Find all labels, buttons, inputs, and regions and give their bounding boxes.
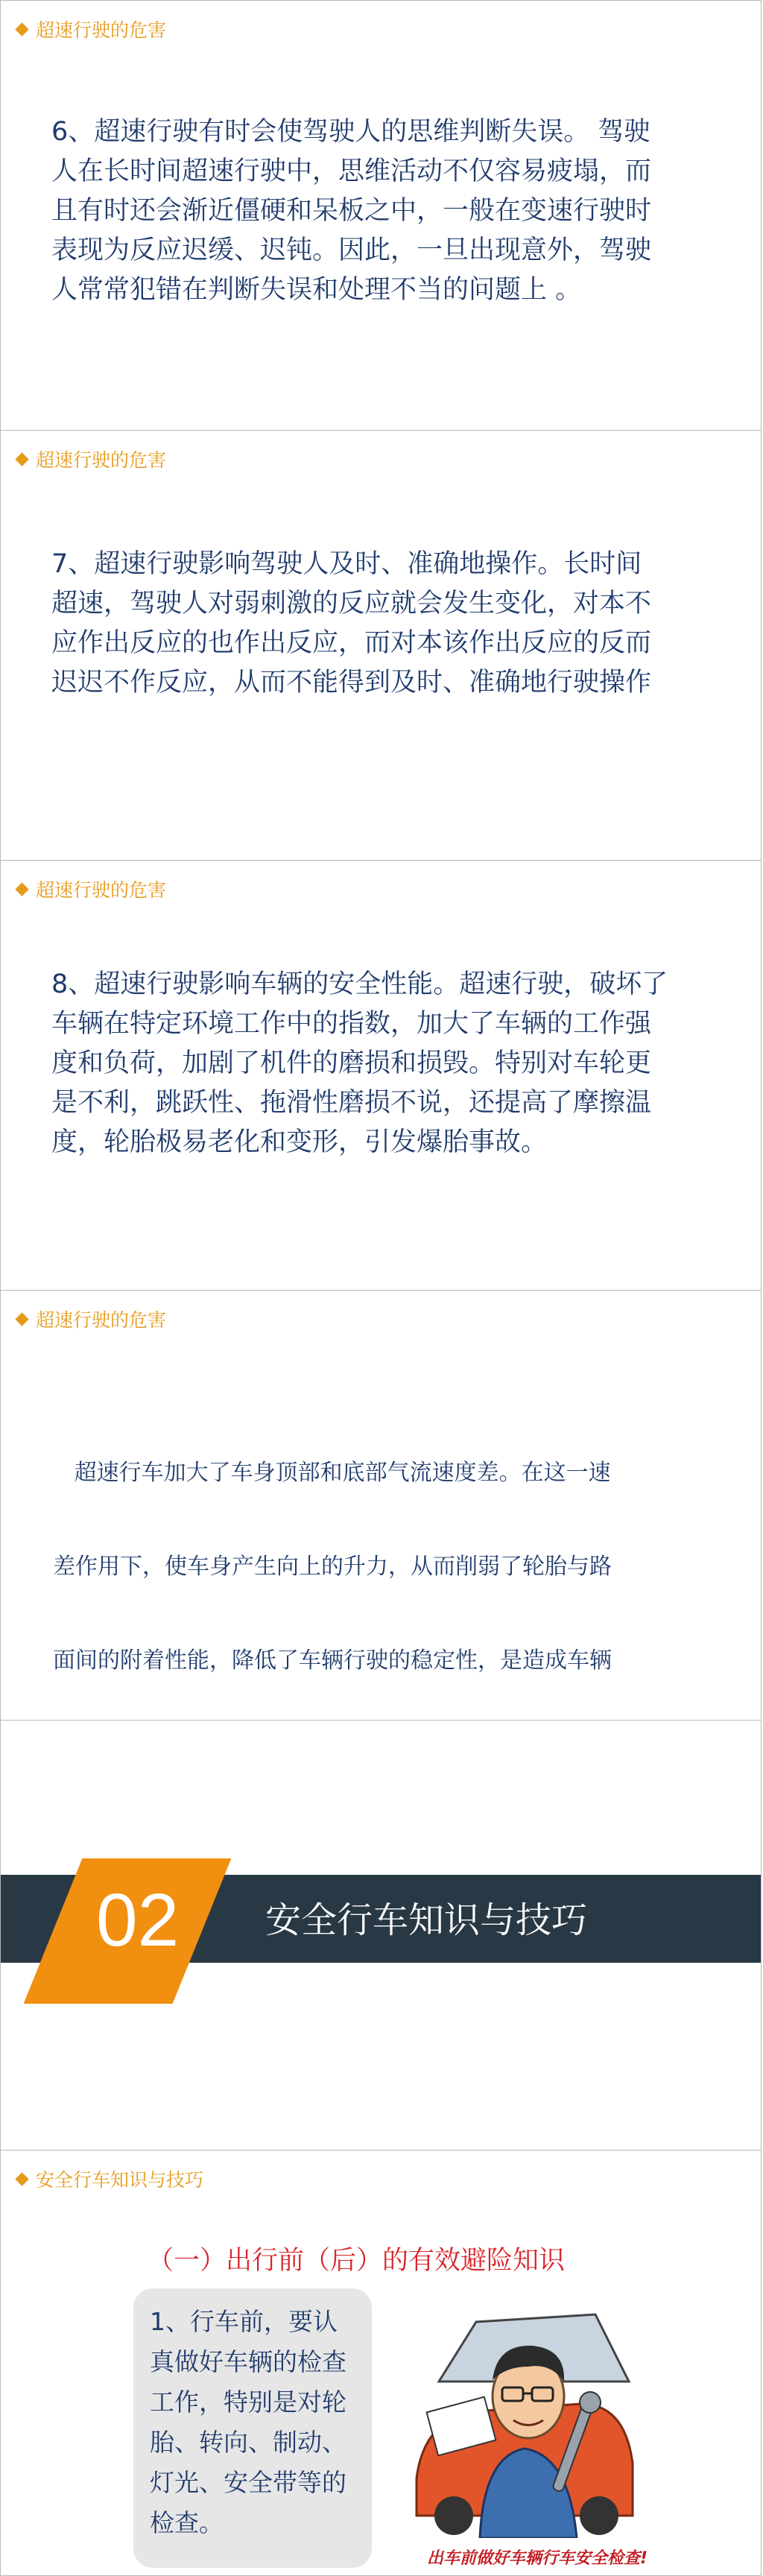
slide-body	[51, 965, 748, 1162]
diamond-bullet-icon	[15, 22, 28, 36]
checklist-box	[133, 2288, 372, 2568]
box-line: 检查。	[150, 2508, 224, 2537]
slide-subheading: （一）出行前（后）的有效避险知识	[148, 2246, 566, 2276]
body-line: 是不利，跳跃性、拖滑性磨损不说，还提高了摩擦温	[51, 1088, 652, 1118]
body-line: 超速行车加大了车身顶部和底部气流速度差。在这一速	[53, 1460, 611, 1486]
body-line: 8、超速行驶影响车辆的安全性能。超速行驶，破坏了	[51, 969, 668, 999]
diamond-bullet-icon	[15, 452, 28, 466]
body-line: 迟迟不作反应，从而不能得到及时、准确地行驶操作	[51, 668, 652, 697]
slide-body	[51, 113, 737, 310]
body-line: 面间的附着性能，降低了车辆行驶的稳定性，是造成车辆	[53, 1648, 612, 1674]
section-divider-slide	[0, 1720, 762, 2151]
diamond-bullet-icon	[15, 1312, 28, 1326]
box-line: 真做好车辆的检查	[150, 2347, 346, 2376]
diamond-bullet-icon	[15, 882, 28, 896]
slide-tag-label: 超速行驶的危害	[36, 19, 167, 41]
slide-hazard-8	[0, 860, 762, 1291]
slide-tag	[17, 446, 166, 472]
slide-tag	[17, 1306, 166, 1332]
slide-body	[53, 1395, 724, 1721]
slide-hazard-7	[0, 430, 762, 861]
body-line: 人常常犯错在判断失误和处理不当的问题上 。	[51, 275, 582, 305]
slide-tag	[17, 2165, 203, 2192]
box-line: 1、行车前，要认	[150, 2307, 338, 2336]
body-line: 车辆在特定环境工作中的指数，加大了车辆的工作强	[51, 1009, 652, 1039]
body-line: 6、超速行驶有时会使驾驶人的思维判断失误。 驾驶	[51, 117, 650, 147]
body-line: 7、超速行驶影响驾驶人及时、准确地操作。长时间	[51, 549, 642, 579]
slide-tag	[17, 876, 166, 902]
body-line: 表现为反应迟缓、迟钝。因此，一旦出现意外，驾驶	[51, 235, 652, 265]
slide-safe-driving	[0, 2150, 762, 2576]
box-line: 工作，特别是对轮	[150, 2387, 346, 2417]
slide-tag-label: 超速行驶的危害	[36, 1309, 167, 1331]
body-line: 人在长时间超速行驶中，思维活动不仅容易疲塌，而	[51, 156, 652, 186]
box-line: 胎、转向、制动、	[150, 2428, 346, 2457]
slide-tag-label: 超速行驶的危害	[36, 879, 167, 901]
body-line: 度，轮胎极易老化和变形，引发爆胎事故。	[51, 1127, 548, 1157]
body-line: 超速，驾驶人对弱刺激的反应就会发生变化，对本不	[51, 589, 652, 618]
body-line: 且有时还会渐近僵硬和呆板之中，一般在变速行驶时	[51, 196, 652, 226]
slide-tag	[17, 16, 166, 42]
mechanic-illustration	[409, 2292, 640, 2538]
body-line: 度和负荷，加剧了机件的磨损和损毁。特别对车轮更	[51, 1048, 652, 1078]
slide-tag-label: 超速行驶的危害	[36, 449, 167, 471]
body-line: 差作用下，使车身产生向上的升力，从而削弱了轮胎与路	[53, 1554, 612, 1580]
slide-tag-label: 安全行车知识与技巧	[36, 2169, 204, 2191]
slide-hazard-6	[0, 0, 762, 431]
slide-body	[51, 545, 737, 703]
box-line: 灯光、安全带等的	[150, 2468, 346, 2497]
slide-hazard-aero	[0, 1290, 762, 1721]
body-line: 应作出反应的也作出反应，而对本该作出反应的反而	[51, 628, 652, 658]
checklist-text	[150, 2302, 366, 2543]
diamond-bullet-icon	[15, 2172, 28, 2186]
illustration-caption: 出车前做好车辆行车安全检查!	[427, 2549, 648, 2568]
section-number: 02	[96, 1879, 180, 1962]
section-title: 安全行车知识与技巧	[265, 1899, 588, 1941]
